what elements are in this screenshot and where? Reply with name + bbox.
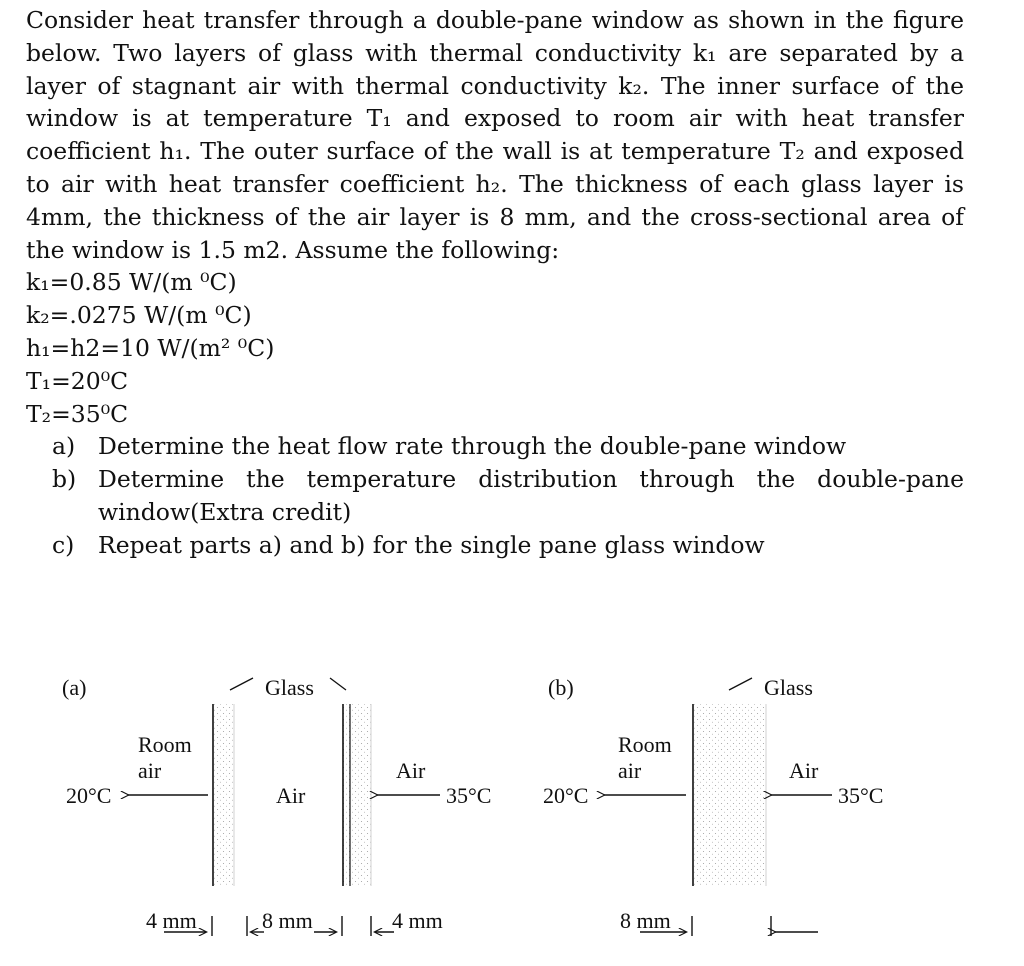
given-t1: T₁=20⁰C [26,366,129,395]
figure-a-gap-air: Air [276,783,306,808]
problem-statement [26,4,964,562]
given-t2: T₂=35⁰C [26,399,129,428]
figure-a-dim-air: 8 mm [262,908,313,933]
figure-a-outside-air: Air [396,758,426,783]
figure-a-glass-leader-right [330,678,346,690]
given-h: h₁=h2=10 W/(m² ⁰C) [26,333,275,362]
figure-a-room-line1: Room [138,732,192,757]
figure-b-right-temp: 35°C [838,783,884,808]
figure-a-dim-glass2: 4 mm [392,908,443,933]
figure-a-dim-glass1: 4 mm [146,908,197,933]
part-b-text-continued: window(Extra credit) [98,497,352,526]
figure-b-dim-glass: 8 mm [620,908,671,933]
figure-b-glass-pane [693,704,766,886]
part-c [52,529,964,562]
part-b-text: Determine the temperature distribution through the double-pane [98,465,964,494]
figure-a-right-temp: 35°C [446,783,492,808]
figure-b-label: (b) [548,675,574,700]
figure-a-glass-pane-1 [213,704,234,886]
part-c-text: Repeat parts a) and b) for the single pane glass window [98,530,765,559]
problem-intro: Consider heat transfer through a double-pane window as shown in the figure below. Two layers of glass with thermal conductivity k₁ are separated by a layer of stagnant air with thermal conductivity k₂. The inner surface of the window is at temperature T₁ and exposed to room air with heat transfer coefficient h₁. The outer surface of the wall is at temperature T₂ and exposed to air with heat transfer coefficient h₂. The thickness of each glass layer is 4mm, the thickness of the air layer is 8 mm, and the cross-sectional area of the window is 1.5 m2. Assume the following: [26,6,964,264]
figure-b-glass-label: Glass [764,675,813,700]
figure-a-room-line2: air [138,758,162,783]
part-a-label: a) [52,432,76,461]
part-a-text: Determine the heat flow rate through the double-pane window [98,432,847,461]
part-b-label: b) [52,465,77,494]
figure-b [543,675,883,936]
part-b [52,463,964,529]
given-k1: k₁=0.85 W/(m ⁰C) [26,268,237,297]
part-a [52,430,964,463]
figure-b-outside-air: Air [789,758,819,783]
figure-b-room-line1: Room [618,732,672,757]
figure-b-room-line2: air [618,758,642,783]
part-c-label: c) [52,530,75,559]
question-parts [26,430,964,561]
figure-a [62,675,491,936]
figure-a-glass-label: Glass [265,675,314,700]
figure-b-left-temp: 20°C [543,783,589,808]
window-figure [0,640,1024,966]
figure-a-left-temp: 20°C [66,783,112,808]
figure-b-glass-leader [729,678,752,690]
given-k2: k₂=.0275 W/(m ⁰C) [26,301,252,330]
figure-a-glass-leader-left [230,678,253,690]
given-values [26,266,964,430]
figure-a-glass-pane-2 [343,704,371,886]
figure-a-label: (a) [62,675,87,700]
